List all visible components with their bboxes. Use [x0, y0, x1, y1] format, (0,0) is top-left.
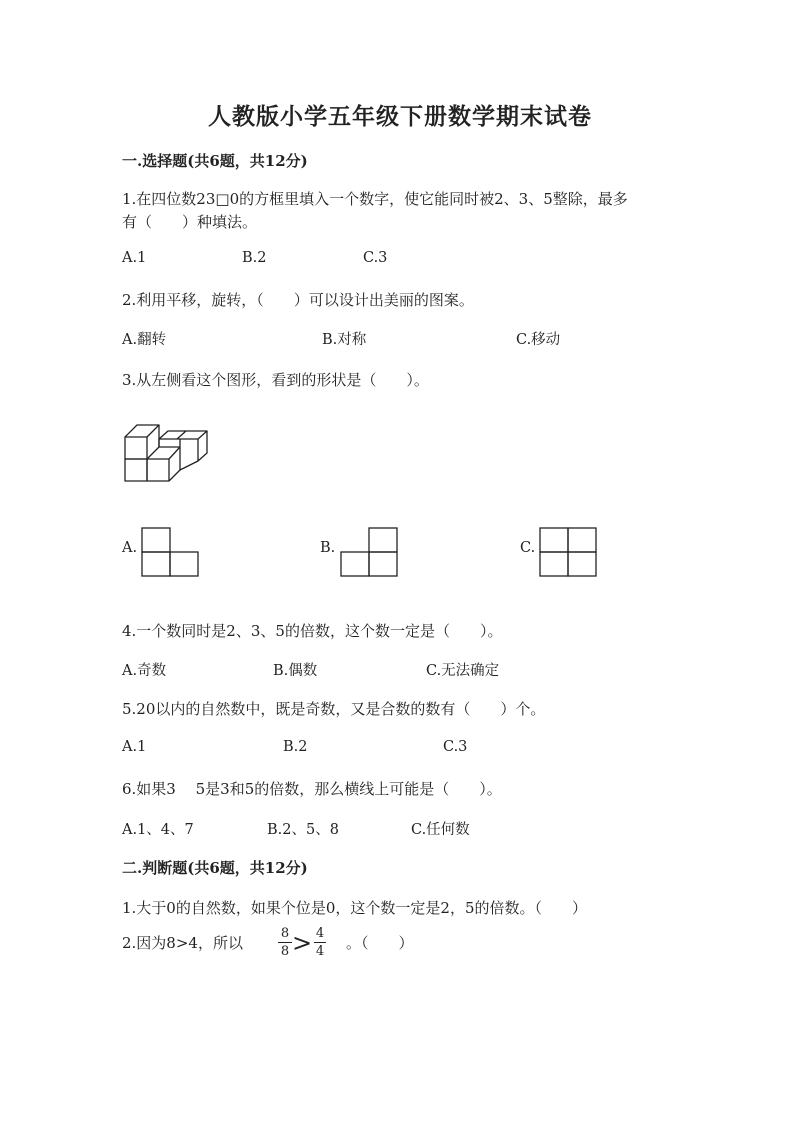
question-4-text: 4.一个数同时是2、3、5的倍数，这个数一定是（ ）。	[122, 622, 503, 640]
question-6-option-b: B.2、5、8	[267, 822, 339, 838]
option-b-view-icon	[340, 527, 398, 577]
fraction-1-bar	[278, 942, 292, 943]
question-3-text: 3.从左侧看这个图形，看到的形状是（ ）。	[122, 371, 429, 389]
section-heading-judgment: 二.判断题(共6题，共12分)	[122, 859, 308, 877]
question-3-option-c-label: C.	[520, 540, 536, 556]
fraction-8-over-8	[278, 927, 292, 958]
fraction-1-denominator: 8	[280, 944, 290, 959]
question-3-option-b-label: B.	[320, 540, 336, 556]
question-1-line-1: 1.在四位数23□0的方框里填入一个数字，使它能同时被2、3、5整除，最多	[122, 190, 628, 208]
question-5-option-b: B.2	[283, 739, 308, 755]
question-4-option-a: A.奇数	[122, 663, 167, 679]
question-2-text: 2.利用平移，旋转，（ ）可以设计出美丽的图案。	[122, 291, 474, 309]
question-5-text: 5.20以内的自然数中，既是奇数，又是合数的数有（ ）个。	[122, 700, 546, 718]
section-heading-choice: 一.选择题(共6题，共12分)	[122, 152, 308, 170]
question-2-option-b: B.对称	[322, 332, 367, 348]
question-3-option-a-label: A.	[122, 540, 138, 556]
fraction-2-bar	[314, 942, 326, 943]
question-2-option-c: C.移动	[516, 332, 561, 348]
page-title: 人教版小学五年级下册数学期末试卷	[208, 103, 592, 130]
question-6-option-a: A.1、4、7	[122, 822, 194, 838]
question-6-option-c: C.任何数	[411, 822, 470, 838]
option-a-view-icon	[141, 527, 199, 577]
cube-figure	[120, 420, 210, 485]
option-c-view-icon	[539, 527, 597, 577]
question-2-option-a: A.翻转	[122, 332, 167, 348]
fraction-1-numerator: 8	[280, 926, 290, 941]
judgment-2-prefix: 2.因为8>4，所以	[122, 934, 243, 952]
question-5-option-a: A.1	[122, 739, 147, 755]
question-4-option-b: B.偶数	[273, 663, 318, 679]
fraction-2-denominator: 4	[315, 944, 325, 959]
judgment-1-text: 1.大于0的自然数，如果个位是0，这个数一定是2，5的倍数。（ ）	[122, 899, 587, 917]
fraction-4-over-4	[314, 927, 326, 958]
question-1-line-2: 有（ ）种填法。	[122, 213, 258, 231]
judgment-2-suffix: 。（ ）	[346, 934, 414, 952]
question-1-option-a: A.1	[122, 250, 147, 266]
greater-than-sign: >	[292, 929, 313, 957]
question-4-option-c: C.无法确定	[426, 663, 500, 679]
question-5-option-c: C.3	[443, 739, 468, 755]
question-6-text: 6.如果3 5是3和5的倍数，那么横线上可能是（ ）。	[122, 780, 502, 798]
fraction-2-numerator: 4	[315, 926, 325, 941]
question-1-option-c: C.3	[363, 250, 388, 266]
question-1-option-b: B.2	[242, 250, 267, 266]
